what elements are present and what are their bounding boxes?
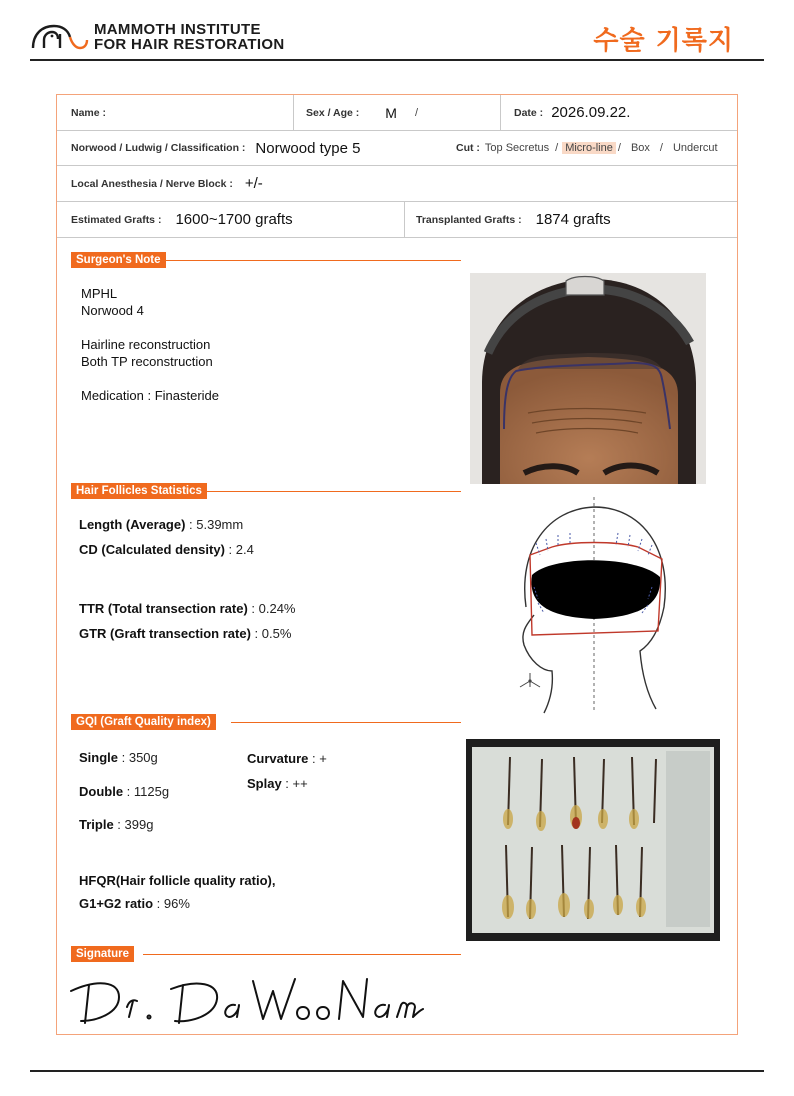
section-line bbox=[143, 954, 461, 955]
cut-label: Cut : bbox=[456, 142, 480, 154]
transplanted-grafts-field[interactable]: 1874 grafts bbox=[535, 211, 611, 228]
anesthesia-label: Local Anesthesia / Nerve Block : bbox=[71, 177, 233, 190]
hfqr-label: HFQR(Hair follicle quality ratio), bbox=[79, 873, 276, 888]
header-divider bbox=[30, 59, 764, 61]
cut-option-micro-line[interactable]: Micro-line bbox=[562, 142, 616, 154]
divider bbox=[293, 95, 294, 130]
name-label: Name : bbox=[71, 106, 107, 119]
splay-label: Splay bbox=[247, 776, 282, 791]
gqi-heading bbox=[71, 714, 461, 730]
mammoth-logo-icon bbox=[30, 20, 90, 54]
anesthesia-field[interactable]: +/- bbox=[244, 175, 263, 192]
length-stat bbox=[79, 517, 243, 532]
cut-separator: / bbox=[555, 142, 559, 154]
surgeon-note-heading bbox=[71, 252, 461, 268]
ttr-value: : 0.24% bbox=[247, 601, 296, 616]
estimated-grafts-field[interactable]: 1600~1700 grafts bbox=[175, 211, 293, 228]
axis-icon bbox=[520, 673, 540, 687]
divider bbox=[404, 202, 405, 237]
ttr-label: TTR (Total transection rate) bbox=[79, 601, 248, 616]
cd-stat bbox=[79, 542, 254, 557]
note-line: MPHL bbox=[81, 286, 118, 301]
classification-label: Norwood / Ludwig / Classification : bbox=[71, 142, 246, 154]
row-anesthesia bbox=[57, 166, 737, 202]
follicle-stats-tag: Hair Follicles Statistics bbox=[71, 483, 207, 499]
cd-label: CD (Calculated density) bbox=[79, 542, 225, 557]
note-line: Medication : Finasteride bbox=[81, 388, 220, 403]
follicle-stats-heading bbox=[71, 483, 461, 499]
row-classification bbox=[57, 131, 737, 166]
date-field[interactable]: 2026.09.22. bbox=[551, 104, 631, 121]
triple-value: : 399g bbox=[113, 817, 154, 832]
note-line bbox=[81, 319, 219, 336]
footer-divider bbox=[30, 1070, 764, 1072]
note-line: Norwood 4 bbox=[81, 303, 144, 318]
signature-tag: Signature bbox=[71, 946, 134, 962]
sex-age-separator: / bbox=[414, 106, 419, 119]
cut-option-box[interactable]: Box bbox=[630, 142, 650, 154]
curvature-stat bbox=[247, 751, 327, 766]
sex-field[interactable]: M bbox=[385, 104, 397, 121]
curvature-label: Curvature bbox=[247, 751, 309, 766]
scalp-photo bbox=[470, 273, 706, 484]
single-value: : 350g bbox=[118, 750, 158, 765]
logo-line1: MAMMOTH INSTITUTE bbox=[94, 21, 261, 38]
gtr-stat bbox=[79, 626, 291, 641]
section-line bbox=[201, 491, 461, 492]
g1g2-label: G1+G2 ratio bbox=[79, 896, 154, 911]
cut-separator: / bbox=[659, 142, 663, 154]
date-label: Date : bbox=[514, 106, 544, 119]
cut-separator: / bbox=[617, 142, 621, 154]
ttr-stat bbox=[79, 601, 295, 616]
cd-value: : 2.4 bbox=[224, 542, 254, 557]
triple-label: Triple bbox=[79, 817, 114, 832]
estimated-grafts-label: Estimated Grafts : bbox=[71, 213, 162, 226]
surgeon-note-tag: Surgeon's Note bbox=[71, 252, 166, 268]
length-label: Length (Average) bbox=[79, 517, 186, 532]
row-patient-info bbox=[57, 95, 737, 131]
signature-heading bbox=[71, 946, 461, 962]
single-label: Single bbox=[79, 750, 119, 765]
cut-option-undercut[interactable]: Undercut bbox=[672, 142, 718, 154]
gtr-value: : 0.5% bbox=[250, 626, 292, 641]
splay-value: : ++ bbox=[281, 776, 308, 791]
note-line bbox=[81, 370, 219, 387]
gtr-label: GTR (Graft transection rate) bbox=[79, 626, 251, 641]
section-line bbox=[231, 722, 461, 723]
surgeon-note-text bbox=[81, 285, 219, 404]
curvature-value: : + bbox=[308, 751, 327, 766]
double-stat bbox=[79, 784, 169, 799]
row-grafts bbox=[57, 202, 737, 238]
note-line: Both TP reconstruction bbox=[81, 354, 213, 369]
gqi-tag: GQI (Graft Quality index) bbox=[71, 714, 216, 730]
cut-option-top-secretus[interactable]: Top Secretus bbox=[484, 142, 550, 154]
triple-stat bbox=[79, 817, 153, 832]
logo-line2: FOR HAIR RESTORATION bbox=[94, 36, 285, 53]
sex-age-label: Sex / Age : bbox=[306, 106, 360, 119]
transplanted-grafts-label: Transplanted Grafts : bbox=[416, 213, 522, 226]
hfqr-stat bbox=[79, 873, 275, 888]
classification-field[interactable]: Norwood type 5 bbox=[255, 139, 361, 157]
length-value: : 5.39mm bbox=[185, 517, 244, 532]
double-label: Double bbox=[79, 784, 124, 799]
section-line bbox=[161, 260, 461, 261]
g1g2-value: : 96% bbox=[153, 896, 190, 911]
divider bbox=[500, 95, 501, 130]
note-line: Hairline reconstruction bbox=[81, 337, 211, 352]
logo-text bbox=[94, 22, 284, 52]
header bbox=[30, 14, 764, 62]
single-stat bbox=[79, 750, 158, 765]
document-title: 수술 기록지 bbox=[593, 26, 734, 56]
double-value: : 1125g bbox=[123, 784, 170, 799]
head-diagram bbox=[512, 495, 672, 715]
graft-tray-photo bbox=[466, 739, 720, 941]
g1g2-stat bbox=[79, 896, 190, 911]
surgery-record-form bbox=[56, 94, 738, 1035]
signature-mark bbox=[67, 967, 447, 1029]
splay-stat bbox=[247, 776, 308, 791]
